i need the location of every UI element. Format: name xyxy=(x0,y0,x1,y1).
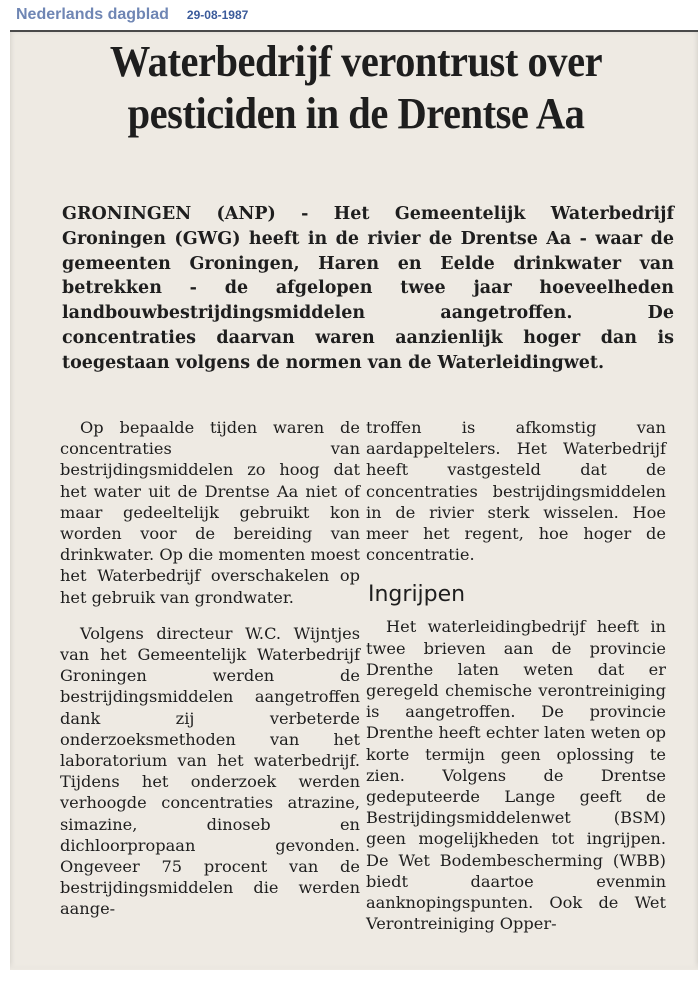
clipping-caption xyxy=(16,6,248,26)
article-headline: Waterbedrijf verontrust over pesticiden in de Drentse Aa xyxy=(109,37,603,138)
left-column xyxy=(60,417,360,935)
newspaper-clipping xyxy=(10,30,698,970)
right-column xyxy=(366,417,666,949)
left-paragraph-1: Op bepaalde tijden waren de concentraties van bestrijdingsmiddelen zo hoog dat het water uit de Drentse Aa niet of maar gedeeltelijk gebruikt kon worden voor de bereiding van drinkwater. Op die momenten moest het Waterbedrijf overschakelen op het gebruik van grondwater. xyxy=(60,418,360,607)
right-paragraph-continued: troffen is afkomstig van aardappeltelers. Het Waterbedrijf heeft vastgesteld dat de concentraties bestrijdingsmiddelen in de rivier sterk wisselen. Hoe meer het regent, hoe hoger de concentratie. xyxy=(366,418,666,565)
article-subheading: Ingrijpen xyxy=(368,582,466,608)
newspaper-name: Nederlands dagblad xyxy=(16,6,169,23)
clipping-bottom-edge xyxy=(10,962,698,970)
article-lead: GRONINGEN (ANP) - Het Gemeentelijk Waterbedrijf Groningen (GWG) heeft in de rivier de Drentse Aa - waar de gemeenten Groningen, Haren en Eelde drinkwater van betrekken - de afgelopen twee jaar hoeveelheden landbouwbestrijdingsmiddelen aangetroffen. De concentraties daarvan waren aanzienlijk hoger dan is toegestaan volgens de normen van de Waterleidingwet. xyxy=(62,204,674,373)
publication-date: 29-08-1987 xyxy=(186,8,249,22)
right-paragraph-2: Het waterleidingbedrijf heeft in twee brieven aan de provincie Drenthe laten weten dat er geregeld chemische verontreiniging is aangetroffen. De provincie Drenthe heeft echter laten weten op korte termijn geen oplossing te zien. Volgens de Drentse gedeputeerde Lange geeft de Bestrijdingsmiddelenwet (BSM) geen mogelijkheden tot ingrijpen. De Wet Bodembescherming (WBB) biedt daartoe evenmin aanknopingspunten. Ook de Wet Verontreiniging Opper- xyxy=(366,617,666,934)
top-rule xyxy=(10,30,698,32)
left-paragraph-2: Volgens directeur W.C. Wijntjes van het Gemeentelijk Waterbedrijf Groningen werden de bestrijdingsmiddelen aangetroffen dank zij verbeterde onderzoeksmethoden van het laboratorium van het waterbedrijf. Tijdens het onderzoek werden verhoogde concentraties atrazine, simazine, dinoseb en dichloorpropaan gevonden. Ongeveer 75 procent van de bestrijdingsmiddelen die werden aange- xyxy=(60,623,360,919)
